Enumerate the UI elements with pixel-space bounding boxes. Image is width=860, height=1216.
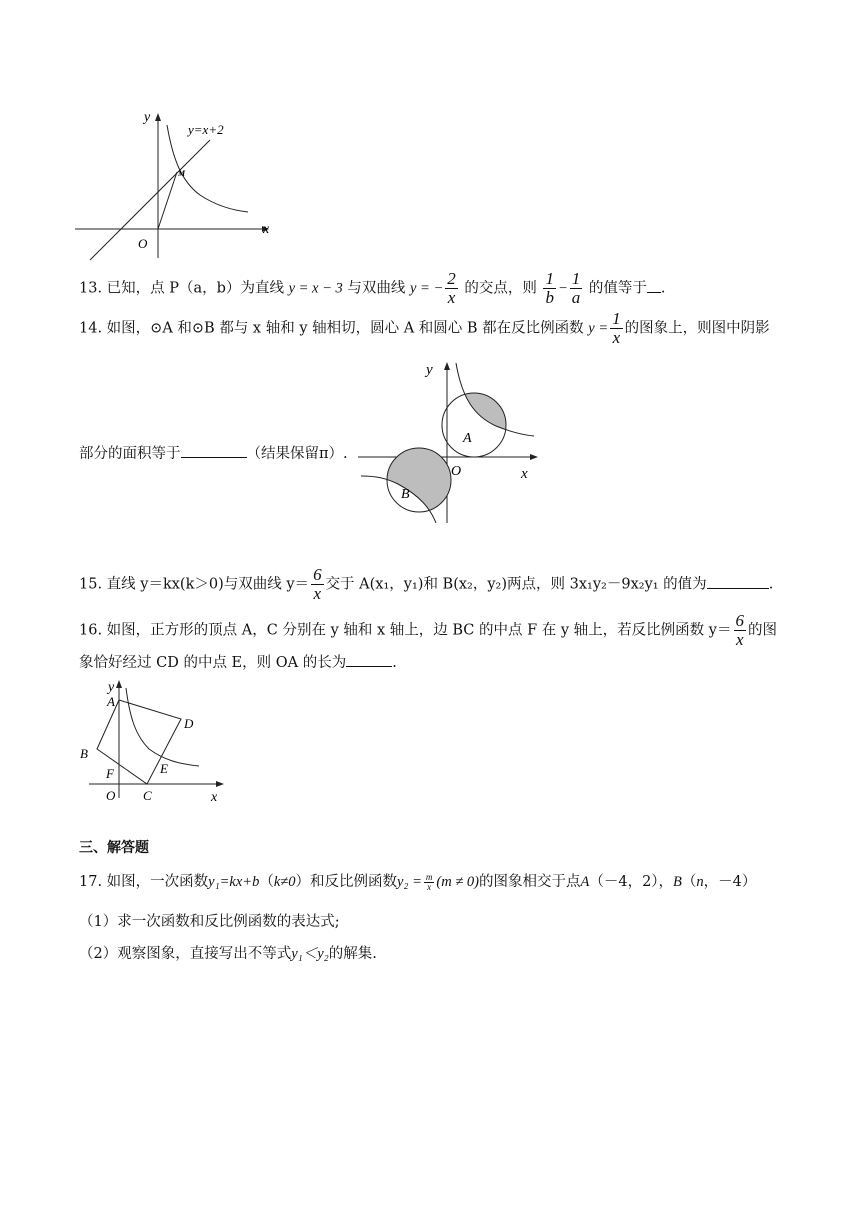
q13-end: .	[660, 280, 666, 297]
shaded-region-a	[456, 358, 546, 436]
q13-text: 已知，点 P（a，b）为直线	[106, 280, 284, 297]
segment-om	[158, 172, 177, 229]
figure-circles	[356, 358, 546, 526]
question-14-cont	[79, 443, 348, 464]
label-y: y	[426, 362, 433, 378]
q13-number: 13.	[79, 280, 103, 297]
q16-number: 16.	[79, 622, 103, 639]
q14-text: 的图象上，则图中阴影	[624, 320, 770, 337]
q14-text: 部分的面积等于	[79, 446, 181, 462]
frac-denominator: a	[571, 288, 581, 307]
label-a: A	[463, 431, 472, 446]
frac-numerator: 1	[612, 309, 621, 328]
q15-text: 直线 y＝kx(k＞0)与双曲线 y＝	[106, 576, 310, 593]
y-axis-arrow	[155, 113, 161, 121]
answer-blank	[707, 574, 769, 589]
q17-part2-text: 的解集.	[328, 946, 377, 962]
label-y: y	[108, 680, 115, 695]
q16-text: 的图	[748, 622, 777, 639]
line-graph	[90, 140, 210, 260]
label-m: M	[178, 169, 186, 178]
frac-numerator: 2	[447, 269, 456, 288]
point-b: B	[673, 874, 682, 890]
q16-text: 象恰好经过 CD 的中点 E，则 OA 的长为	[79, 655, 347, 671]
label-x: x	[521, 466, 528, 482]
q17-number: 17.	[79, 874, 103, 890]
frac-numerator: 6	[735, 611, 744, 630]
q17-text: 如图，一次函数	[106, 874, 209, 890]
q17-text: （	[681, 874, 697, 890]
frac-denominator: x	[735, 630, 744, 649]
q16-end: .	[392, 655, 397, 671]
question-17	[79, 872, 756, 892]
q13-hyperbola-expr: y = −	[410, 280, 444, 297]
answer-blank	[647, 278, 661, 293]
frac-denominator: x	[313, 584, 322, 603]
label-f: F	[106, 766, 114, 781]
q17-text: 的图象相交于点	[478, 874, 581, 890]
q17-inequality: y₁＜y₂	[291, 946, 329, 962]
frac-denominator: b	[545, 288, 554, 307]
q17-part-2	[79, 944, 377, 964]
hyperbola-branch-1	[456, 363, 534, 436]
label-c: C	[143, 788, 152, 803]
q17-k-condition: k≠0	[273, 874, 296, 890]
q14-text: （结果保留π）.	[246, 446, 348, 462]
y-axis-arrow	[444, 362, 450, 370]
q13-fraction-b	[543, 270, 556, 307]
frac-numerator: m	[425, 871, 433, 882]
x-axis-arrow	[216, 781, 224, 787]
label-o: O	[138, 236, 148, 251]
figure-line-hyperbola	[70, 100, 280, 265]
label-b: B	[401, 487, 410, 502]
q17-text: （－4，2），	[589, 874, 674, 890]
section-heading: 三、解答题	[79, 840, 149, 856]
q17-text: （	[259, 874, 274, 890]
label-d: D	[184, 716, 194, 731]
q17-text: ，－4）	[703, 874, 757, 890]
question-15	[79, 566, 773, 603]
q14-fraction	[610, 310, 623, 347]
var-n: n	[696, 874, 704, 890]
frac-denominator: x	[427, 881, 432, 892]
frac-numerator: 1	[545, 269, 554, 288]
q16-fraction	[734, 612, 747, 649]
q13-fraction	[445, 270, 458, 307]
question-16	[79, 612, 777, 649]
q15-text: 交于 A(x₁，y₁)和 B(x₂，y₂)两点，则 3x₁y₂－9x₂y₁ 的值为	[325, 576, 707, 593]
label-line: y=x+2	[188, 122, 224, 137]
q17-fraction	[424, 873, 435, 892]
q14-expr: y =	[588, 320, 609, 337]
q17-part2-text: （2）观察图象，直接写出不等式	[79, 946, 292, 962]
label-x: x	[263, 222, 270, 237]
frac-denominator: x	[447, 288, 456, 307]
figure-square	[74, 674, 234, 808]
frac-denominator: x	[612, 328, 621, 347]
q13-text: 的值等于	[588, 280, 647, 297]
q13-fraction-a	[570, 270, 583, 307]
point-a: A	[580, 874, 590, 890]
minus-sign: −	[557, 280, 568, 297]
frac-numerator: 1	[571, 269, 581, 288]
q17-m-condition: (m ≠ 0)	[436, 874, 479, 890]
label-b: B	[80, 746, 88, 761]
q17-text: ）和反比例函数	[295, 874, 397, 890]
q15-number: 15.	[79, 576, 103, 593]
q15-fraction	[311, 566, 324, 603]
label-o: O	[451, 464, 462, 479]
frac-numerator: 6	[313, 565, 322, 584]
q16-text: 如图，正方形的顶点 A，C 分别在 y 轴和 x 轴上，边 BC 的中点 F 在 y 轴上，若反比例函数 y＝	[106, 622, 732, 639]
label-o: O	[106, 788, 116, 803]
q15-end: .	[768, 576, 774, 593]
q14-number: 14.	[79, 320, 103, 337]
label-a: A	[107, 694, 115, 709]
y-axis-arrow	[116, 680, 122, 688]
q13-line-expr: y = x − 3	[288, 280, 343, 297]
answer-blank	[346, 652, 392, 667]
label-x: x	[211, 790, 218, 805]
question-16-cont	[79, 652, 397, 673]
q17-inverse-expr: y₂ =	[397, 874, 422, 890]
answer-blank	[181, 443, 247, 458]
question-14	[79, 310, 770, 347]
q13-text: 与双曲线	[347, 280, 406, 297]
label-e: E	[160, 761, 168, 776]
question-13	[79, 270, 666, 307]
q14-text: 如图，⊙A 和⊙B 都与 x 轴和 y 轴相切，圆心 A 和圆心 B 都在反比例函数	[106, 320, 584, 337]
label-y: y	[144, 110, 151, 125]
q17-part-1: （1）求一次函数和反比例函数的表达式;	[79, 914, 340, 930]
q13-text: 的交点，则	[464, 280, 537, 297]
q17-linear-expr: y₁=kx+b	[208, 874, 260, 890]
x-axis-arrow	[530, 454, 538, 460]
